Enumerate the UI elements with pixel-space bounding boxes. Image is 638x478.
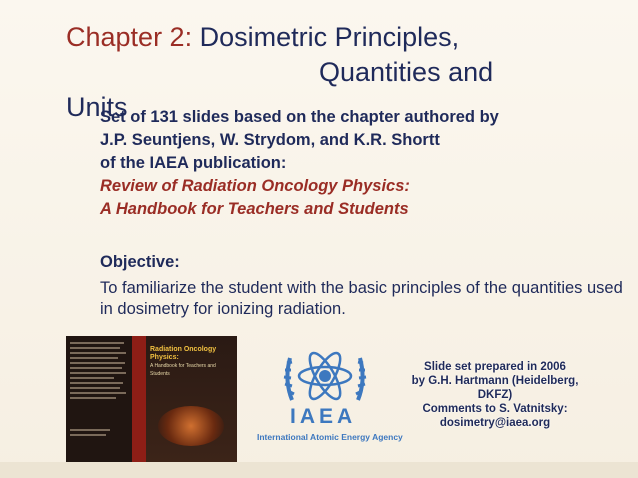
- objective-label: Objective:: [100, 253, 180, 271]
- book-back-text: [70, 342, 128, 439]
- title-principles: Dosimetric Principles,: [199, 22, 460, 52]
- iaea-full-name: International Atomic Energy Agency: [257, 432, 403, 442]
- intro-text: [100, 106, 499, 221]
- title-line-1: [66, 22, 459, 53]
- footer-strip: [0, 462, 638, 478]
- book-cover-title: [150, 346, 236, 378]
- objective-text: To familiarize the student with the basic principles of the quantities used in dosimetry for ionizing radiation.: [100, 279, 623, 318]
- book-cover-subtitle: A Handbook for Teachers and Students: [150, 363, 216, 377]
- book-cover-title-text: Radiation Oncology Physics:: [150, 346, 217, 361]
- book-front: [146, 336, 237, 463]
- chapter-label: Chapter 2:: [66, 22, 193, 52]
- title-line-2: Quantities and: [319, 57, 494, 87]
- book-cover-image: [66, 336, 237, 463]
- credits-block: [395, 360, 595, 430]
- title-line-3: Units: [66, 92, 128, 122]
- credits-line-3: Comments to S. Vatnitsky:: [422, 403, 568, 415]
- intro-line-3: of the IAEA publication:: [100, 154, 287, 172]
- book-cover-illustration: [158, 406, 224, 446]
- credits-line-2: by G.H. Hartmann (Heidelberg, DKFZ): [411, 375, 579, 401]
- book-title-line-1: Review of Radiation Oncology Physics:: [100, 177, 410, 195]
- iaea-wordmark: IAEA: [290, 405, 357, 428]
- book-spine: [132, 336, 146, 463]
- credits-line-1: Slide set prepared in 2006: [424, 361, 566, 373]
- intro-line-1: Set of 131 slides based on the chapter authored by: [100, 108, 499, 126]
- iaea-logo-icon: [280, 340, 370, 414]
- book-title-line-2: A Handbook for Teachers and Students: [100, 200, 409, 218]
- intro-line-2: J.P. Seuntjens, W. Strydom, and K.R. Shortt: [100, 131, 440, 149]
- contact-email[interactable]: dosimetry@iaea.org: [439, 417, 551, 429]
